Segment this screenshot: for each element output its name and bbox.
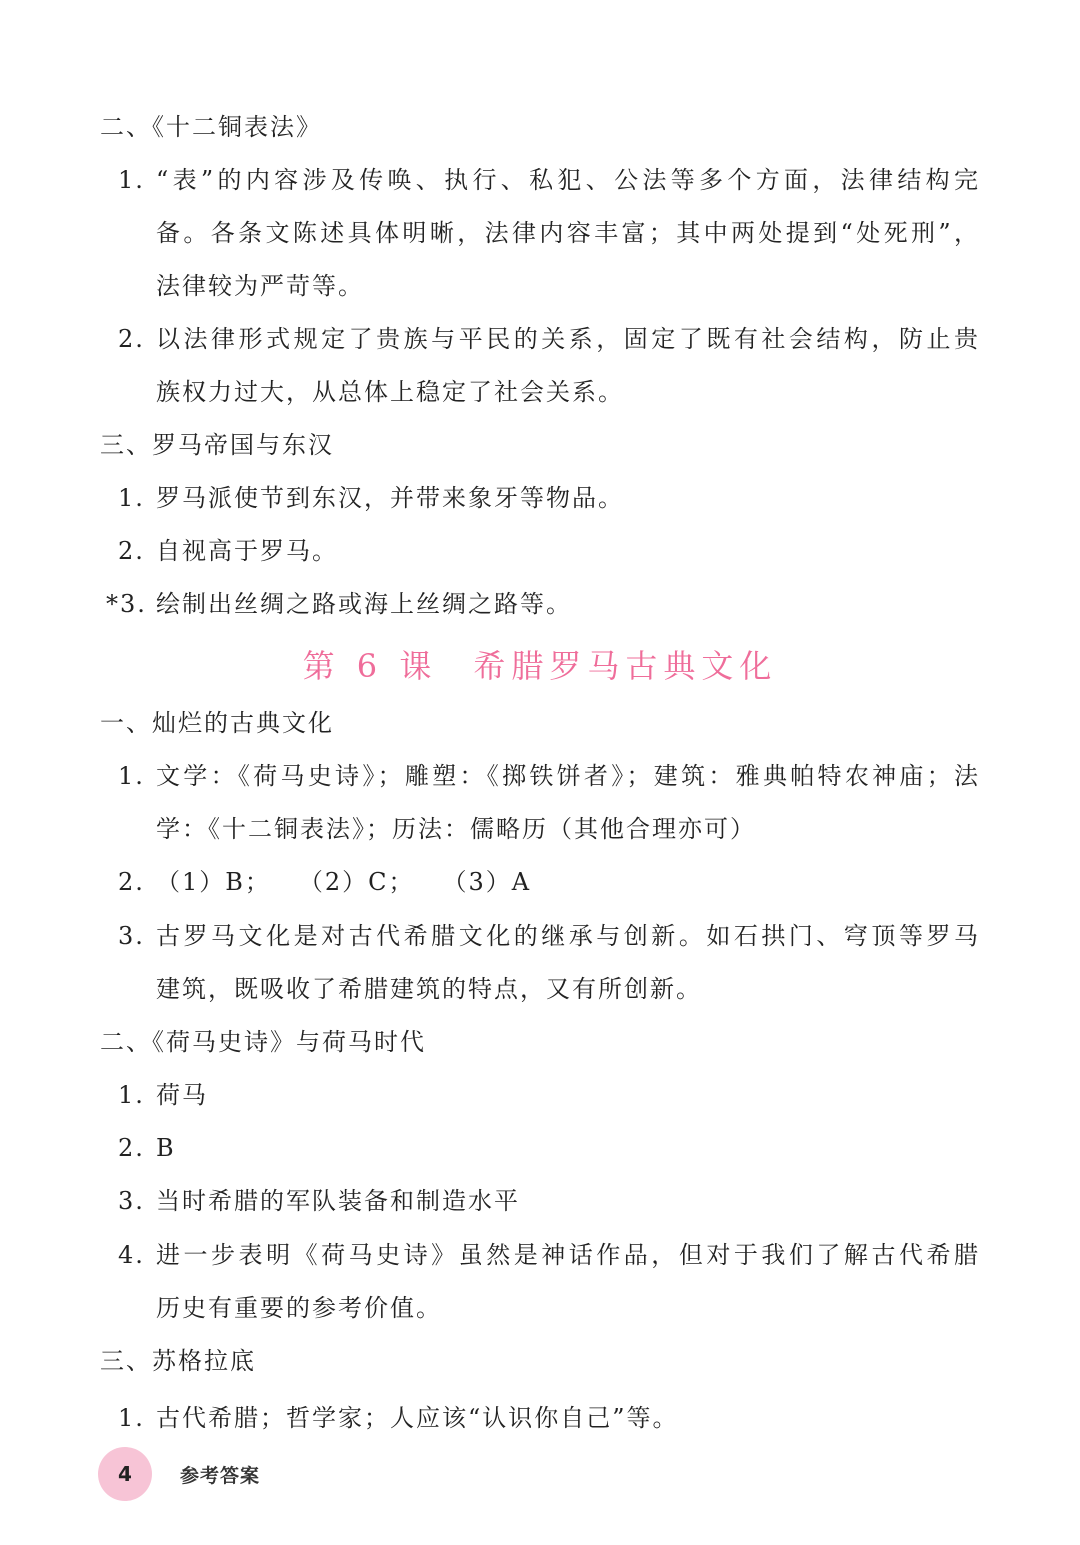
item-text: 荷马 — [156, 1081, 208, 1109]
item-number: 2. — [118, 868, 145, 896]
item-number: 1. — [118, 1081, 145, 1109]
item-text: 进一步表明《荷马史诗》虽然是神话作品，但对于我们了解古代希腊 — [156, 1241, 978, 1269]
item-number: 3. — [118, 922, 145, 950]
item-text: （1）B； （2）C； （3）A — [156, 868, 532, 896]
item-text: 自视高于罗马。 — [156, 537, 338, 565]
item-number: 4. — [118, 1241, 145, 1269]
item-text: B — [156, 1134, 176, 1162]
section-heading: 二、《十二铜表法》 — [100, 113, 322, 141]
item-text: 以法律形式规定了贵族与平民的关系，固定了既有社会结构，防止贵 — [156, 325, 978, 353]
item-text: 当时希腊的军队装备和制造水平 — [156, 1187, 520, 1215]
item-text: 罗马派使节到东汉，并带来象牙等物品。 — [156, 484, 624, 512]
item-text: 古代希腊；哲学家；人应该“认识你自己”等。 — [156, 1404, 679, 1432]
item-text: 历史有重要的参考价值。 — [156, 1294, 442, 1322]
item-text: 绘制出丝绸之路或海上丝绸之路等。 — [156, 590, 572, 618]
lesson-label: 第 6 课 — [302, 647, 438, 685]
item-number: 1. — [118, 484, 145, 512]
lesson-title — [0, 646, 1080, 686]
footer-label: 参考答案 — [180, 1465, 261, 1487]
item-text: 备。各条文陈述具体明晰，法律内容丰富；其中两处提到“处死刑”， — [156, 219, 978, 247]
section-heading: 三、罗马帝国与东汉 — [100, 431, 334, 459]
item-text: 学：《十二铜表法》；历法：儒略历（其他合理亦可） — [156, 815, 756, 843]
item-text: 法律较为严苛等。 — [156, 272, 364, 300]
item-number: 2. — [118, 325, 145, 353]
item-text: 文学：《荷马史诗》；雕塑：《掷铁饼者》；建筑：雅典帕特农神庙；法 — [156, 762, 978, 790]
item-number: 1. — [118, 762, 145, 790]
page-number: 4 — [118, 1462, 132, 1486]
item-text: 古罗马文化是对古代希腊文化的继承与创新。如石拱门、穹顶等罗马 — [156, 922, 978, 950]
item-number: 3. — [118, 1187, 145, 1215]
item-number: 1. — [118, 1404, 145, 1432]
item-text: 建筑，既吸收了希腊建筑的特点，又有所创新。 — [156, 975, 702, 1003]
item-text: 族权力过大，从总体上稳定了社会关系。 — [156, 378, 624, 406]
item-number: 2. — [118, 1134, 145, 1162]
lesson-name: 希腊罗马古典文化 — [473, 647, 778, 685]
page-number-badge — [98, 1447, 152, 1501]
item-text: “表”的内容涉及传唤、执行、私犯、公法等多个方面，法律结构完 — [156, 166, 978, 194]
section-heading: 一、灿烂的古典文化 — [100, 709, 334, 737]
item-number: *3. — [106, 590, 147, 618]
section-heading: 三、苏格拉底 — [100, 1347, 256, 1375]
item-number: 2. — [118, 537, 145, 565]
section-heading: 二、《荷马史诗》与荷马时代 — [100, 1028, 426, 1056]
item-number: 1. — [118, 166, 145, 194]
